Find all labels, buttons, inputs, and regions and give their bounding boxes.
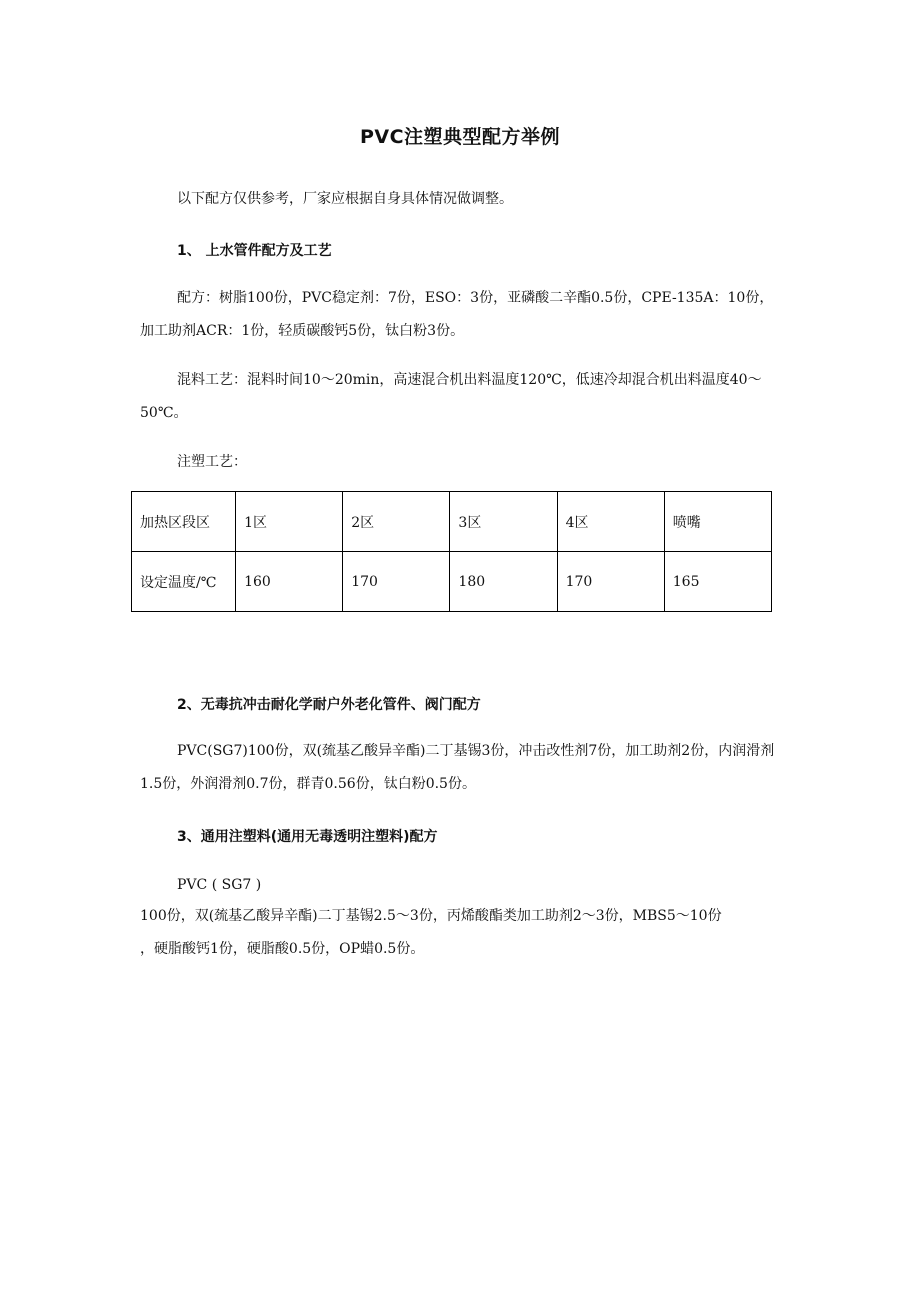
page-title: PVC注塑典型配方举例 — [359, 126, 561, 148]
table-cell: 喷嘴 — [664, 492, 771, 552]
section3-line1: PVC ( SG7 ) — [177, 877, 262, 893]
table-cell: 160 — [236, 552, 343, 612]
table-cell: 180 — [450, 552, 557, 612]
temperature-table — [131, 491, 772, 612]
section2-formula: PVC(SG7)100份，双(巯基乙酸异辛酯)二丁基锡3份，冲击改性剂7份，加工助剂2份，内润滑剂1.5份，外润滑剂0.7份，群青0.56份，钛白粉0.5份。 — [140, 743, 775, 792]
table-cell: 1区 — [236, 492, 343, 552]
intro-paragraph: 以下配方仅供参考，厂家应根据自身具体情况做调整。 — [177, 191, 513, 207]
table-cell: 加热区段区 — [132, 492, 236, 552]
section1-mixing: 混料工艺：混料时间10～20min，高速混合机出料温度120℃，低速冷却混合机出料温度40～50℃。 — [140, 372, 762, 421]
section3-line2: 100份，双(巯基乙酸异辛酯)二丁基锡2.5～3份，丙烯酸酯类加工助剂2～3份，MBS5～10份 — [140, 908, 722, 924]
section3-heading: 3、通用注塑料(通用无毒透明注塑料)配方 — [177, 829, 438, 845]
table-row — [132, 552, 772, 612]
injection-label: 注塑工艺： — [177, 454, 247, 470]
table-cell: 4区 — [557, 492, 664, 552]
section1-formula: 配方：树脂100份，PVC稳定剂：7份，ESO：3份，亚磷酸二辛酯0.5份，CPE-135A：10份，加工助剂ACR：1份，轻质碳酸钙5份，钛白粉3份。 — [140, 290, 774, 339]
table-header-row — [132, 492, 772, 552]
section3-line3: ，硬脂酸钙1份，硬脂酸0.5份，OP蜡0.5份。 — [140, 941, 425, 957]
table-cell: 165 — [664, 552, 771, 612]
table-cell: 3区 — [450, 492, 557, 552]
table-cell: 2区 — [343, 492, 450, 552]
table-cell: 170 — [557, 552, 664, 612]
section2-heading: 2、无毒抗冲击耐化学耐户外老化管件、阀门配方 — [177, 697, 481, 713]
table-cell: 170 — [343, 552, 450, 612]
section1-heading: 1、 上水管件配方及工艺 — [177, 243, 332, 259]
table-cell: 设定温度/℃ — [132, 552, 236, 612]
